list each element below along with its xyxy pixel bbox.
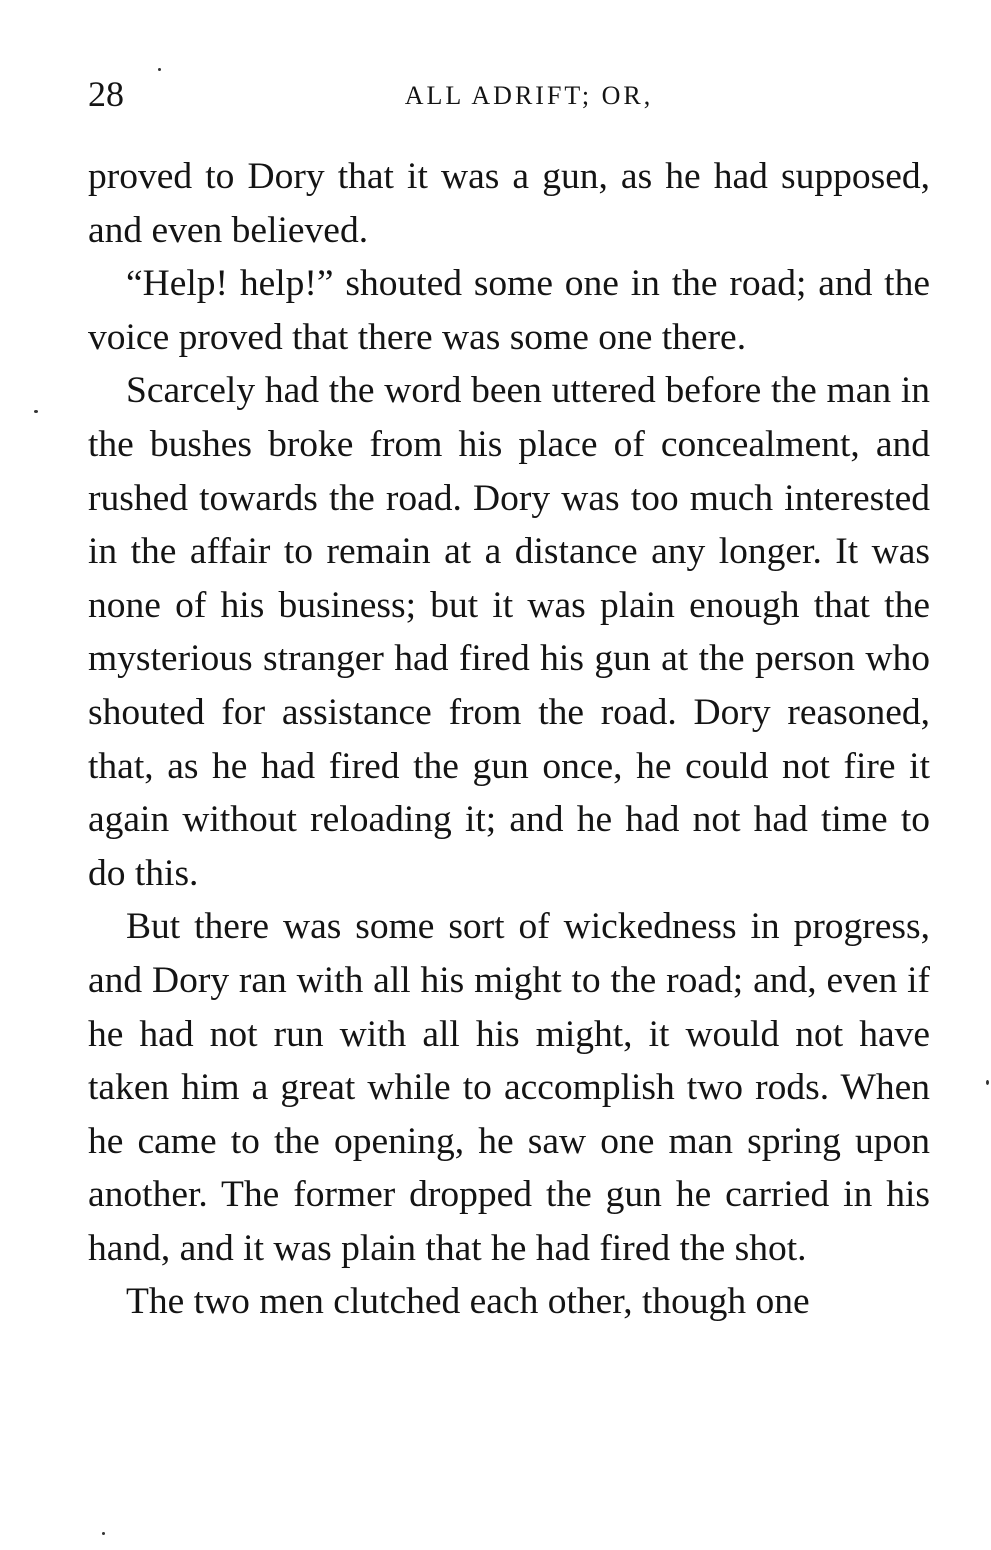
- paragraph: “Help! help!” shouted some one in the road; and the voice proved that there was some one there.: [88, 263, 930, 358]
- running-header: [88, 72, 930, 116]
- print-speck: [34, 410, 38, 413]
- paragraph: proved to Dory that it was a gun, as he had supposed, and even believed.: [88, 156, 930, 251]
- print-speck: [986, 1080, 989, 1085]
- running-title: ALL ADRIFT; OR,: [404, 81, 654, 110]
- print-speck: [158, 68, 161, 71]
- paragraph: The two men clutched each other, though one: [126, 1281, 810, 1323]
- print-speck: [102, 1532, 105, 1535]
- body-text: [88, 150, 930, 1329]
- paragraph: But there was some sort of wickedness in progress, and Dory ran with all his might to the road; and, even if he had not run with all his might, it would not have taken him a great while to accomplish two rods. When he came to the opening, he saw one man spring upon another. The former dropped the gun he carried in his hand, and it was plain that he had fired the shot.: [88, 906, 930, 1269]
- page-number: 28: [88, 74, 124, 114]
- paragraph: Scarcely had the word been uttered before the man in the bushes broke from his place of concealment, and rushed towards the road. Dory was too much interested in the affair to remain at a distance any longer. It was none of his business; but it was plain enough that the mysterious stranger had fired his gun at the person who shouted for assistance from the road. Dory reasoned, that, as he had fired the gun once, he could not fire it again without reloading it; and he had not had time to do this.: [88, 370, 930, 894]
